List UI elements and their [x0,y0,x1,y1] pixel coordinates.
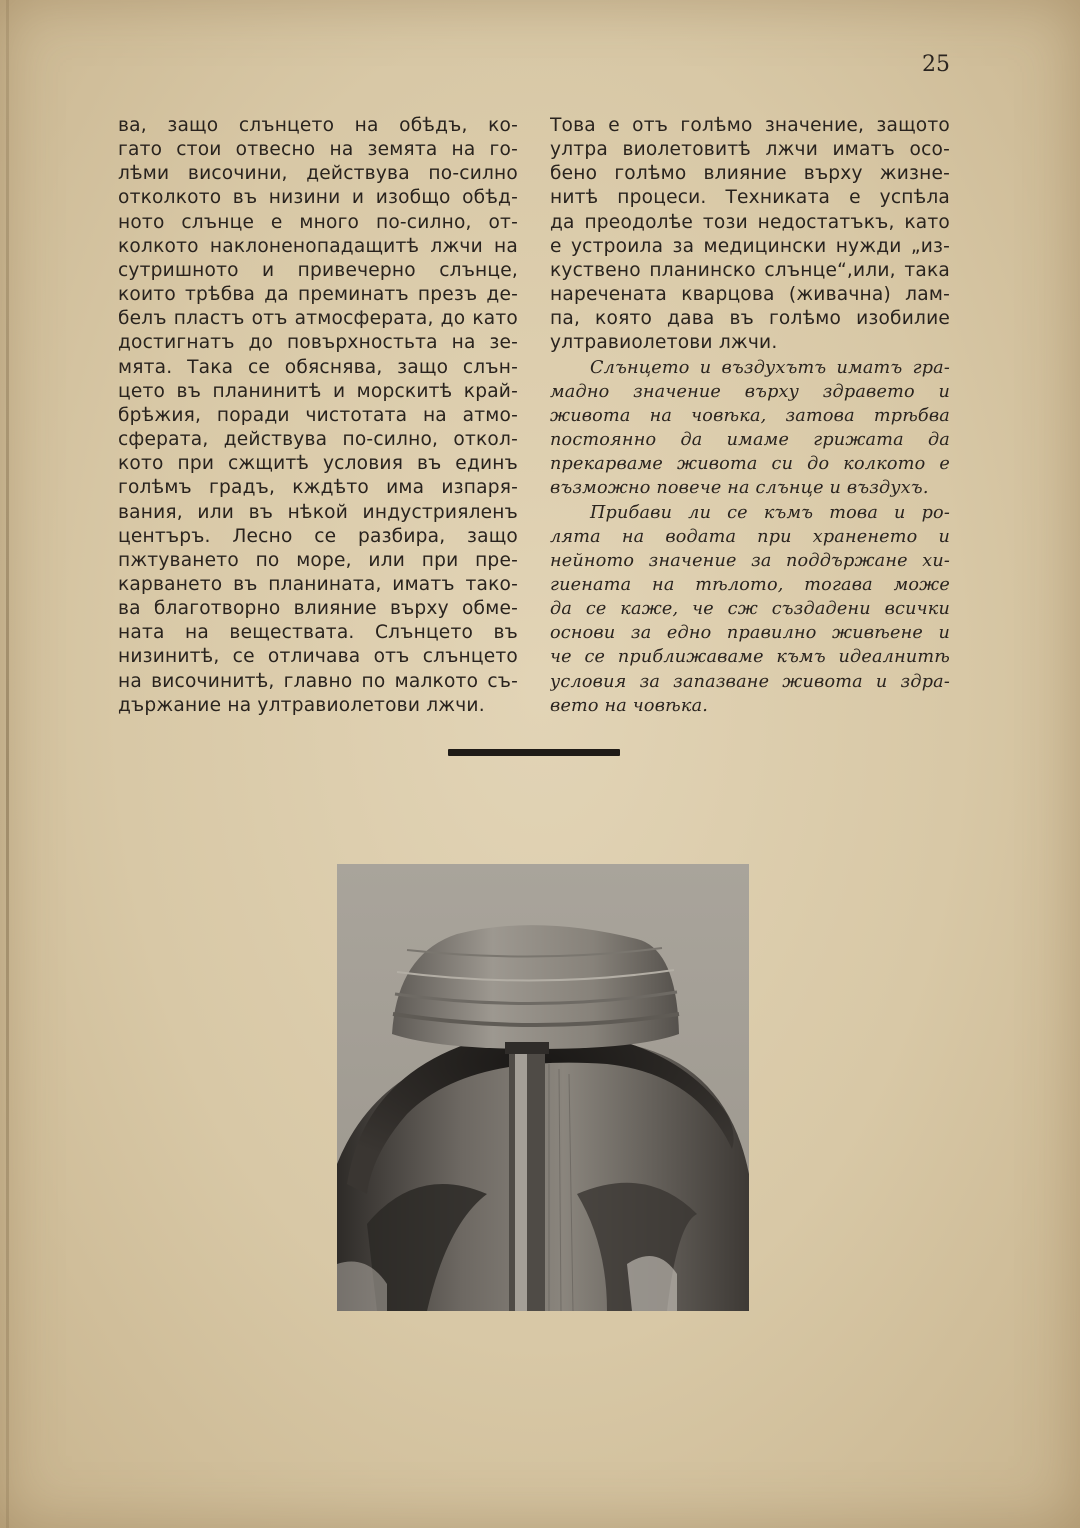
text-line: кото при сжщитѣ условия въ единъ [118,453,518,475]
text-line: е устроила за медицински нужди „из- [550,235,950,257]
text-line: брѣжия, поради чистотата на атмо- [118,404,518,426]
left-text-column [118,114,518,718]
sun-tower-photo-icon [337,864,749,1311]
text-line: вето на човѣка. [550,695,709,716]
text-line: възможно повече на слънце и въздухъ. [550,478,929,499]
text-line: бено голѣмо влияние върху жизне- [550,163,950,185]
text-line: пжтуването по море, или при пре- [118,549,518,571]
text-line: гиената на тѣлото, тогава може [550,574,950,595]
text-line: ва благотворно влияние върху обме- [118,598,518,620]
text-line: гато стои отвесно на земята на го- [118,139,518,161]
text-line: постоянно да имаме грижата да [550,430,950,451]
text-line: лята на водата при храненето и [550,526,950,547]
text-line: низинитѣ, се отличава отъ слънцето [118,646,518,668]
text-line: които трѣбва да преминатъ презъ де- [118,284,518,306]
text-line: мадно значение върху здравето и [550,381,950,402]
text-line: ната на веществата. Слънцето въ [118,622,518,644]
text-line: сферата, действува по-силно, откол- [118,429,518,451]
binding-gutter [6,0,9,1528]
text-line: центъръ. Лесно се разбира, защо [118,525,518,547]
text-line: Слънцето и въздухътъ иматъ гра- [590,357,950,378]
text-line: отколкото въ низини и изобщо обѣд- [118,187,518,209]
text-line: лѣми височини, действува по-силно [118,163,518,185]
text-line: ното слънце е много по-силно, от- [118,211,518,233]
text-line: ва, защо слънцето на обѣдъ, ко- [118,115,518,136]
text-line: прекарваме живота си до колкото е [550,454,950,475]
text-line: нитѣ процеси. Техниката е успѣла [550,187,950,209]
text-line: Това е отъ голѣмо значение, защото [550,115,950,136]
text-line: живота на човѣка, затова трѣбва [550,405,950,426]
text-line: Прибави ли се къмъ това и ро- [590,502,950,523]
text-line: условия за запазване живота и здра- [550,671,950,692]
text-line: държание на ултравиолетови лжчи. [118,694,485,716]
paragraph-water-hygiene [550,501,950,718]
text-line: че се приближаваме къмъ идеалнитѣ [550,647,950,668]
text-line: сутришното и привечерно слънце, [118,259,518,281]
text-line: белъ пластъ отъ атмосферата, до като [118,308,518,330]
text-line: карването въ планината, иматъ тако- [118,573,518,595]
text-line: достигнатъ до повърхностьта на зе- [118,332,518,354]
text-line: да преодолѣе този недостатъкъ, като [550,211,950,233]
paragraph-quartz-lamp [550,114,950,356]
text-line: голѣмъ градъ, кждѣто има изпаря- [118,477,518,499]
right-text-column [550,114,950,718]
text-line: нейното значение за поддържане хи- [550,550,950,571]
text-line: ултравиолетови лжчи. [550,332,778,354]
page-number: 25 [922,52,950,77]
text-line: цето въ планинитѣ и морскитѣ край- [118,380,518,402]
paragraph-sun-and-air [550,356,950,501]
tower-photo [337,864,749,1311]
text-line: наречената кварцова (живачна) лам- [550,284,950,306]
text-line: на височинитѣ, главно по малкото съ- [118,670,518,692]
text-line: мята. Така се обяснява, защо слън- [118,356,518,378]
text-line: да се каже, че сж създадени всички [550,599,950,620]
text-line: основи за едно правилно живѣене и [550,623,950,644]
text-line: колкото наклоненопадащитѣ лжчи на [118,235,518,257]
text-line: вания, или въ нѣкой индустрияленъ [118,501,518,523]
text-line: па, която дава въ голѣмо изобилие [550,308,950,330]
section-divider-rule [448,749,620,756]
text-line: куствено планинско слънце“,или, така [550,259,950,281]
text-line: ултра виолетовитѣ лжчи иматъ осо- [550,139,950,161]
